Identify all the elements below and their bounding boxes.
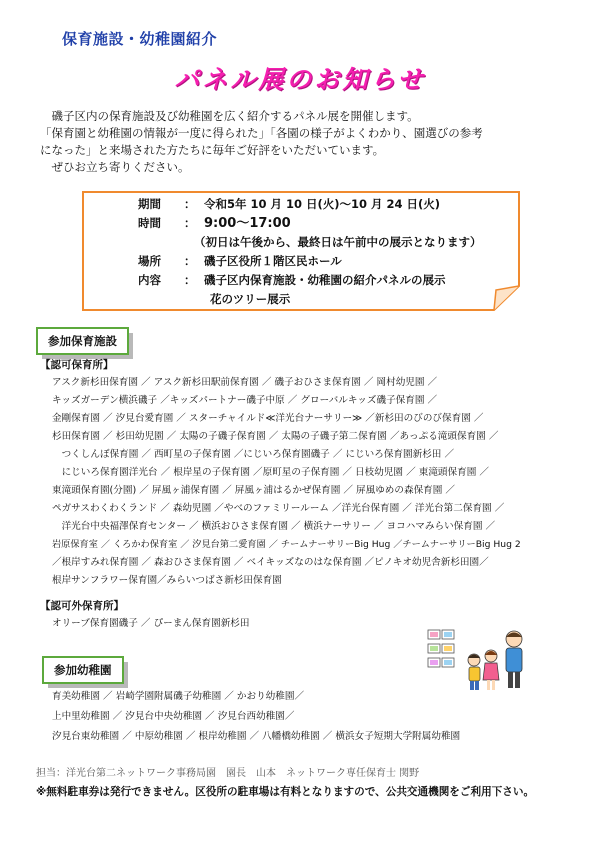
list-item: 育美幼稚園 ／ 岩崎学園附属磯子幼稚園 ／ かおり幼稚園／ (52, 691, 305, 702)
kindergarten-badge: 参加幼稚園 (42, 656, 124, 684)
time-label: 時間 (138, 216, 161, 230)
licensed-heading: 【認可保育所】 (40, 359, 114, 371)
content-row-2 (138, 290, 482, 309)
list-item: 根岸サンフラワー保育園／みらいつばさ新杉田保育園 (52, 575, 282, 586)
list-item: オリーブ保育園磯子 ／ ぴーまん保育園新杉田 (52, 618, 250, 629)
place-row (138, 252, 482, 271)
list-item: にじいろ保育園洋光台 ／ 根岸星の子保育園 ／原町星の子保育園 ／ 日枝幼児園 ／ 東滝頭保育園 ／ (52, 467, 489, 478)
list-item: ペガサスわくわくランド ／ 森幼児園 ／やべのファミリールーム ／洋光台保育園 ／ 洋光台第二保育園 ／ (52, 503, 505, 514)
time-note: （初日は午後から、最終日は午前中の展示となります） (194, 235, 482, 249)
list-item: ／根岸すみれ保育園 ／ 森おひさま保育園 ／ ベイキッズなのはな保育園 ／ピノキオ幼児舎新杉田園／ (52, 557, 489, 568)
illustration-icon (426, 626, 542, 692)
list-item: 東滝頭保育園(分園) ／ 屏風ヶ浦保育園 ／ 屏風ヶ浦はるかぜ保育園 ／ 屏風ゆめの森保育園 ／ (52, 485, 455, 496)
nursery-badge: 参加保育施設 (36, 327, 129, 355)
content-value: 磯子区内保育施設・幼稚園の紹介パネルの展示 (204, 273, 446, 287)
contact-info: 担当：洋光台第二ネットワーク事務局園 園長 山本 ネットワーク専任保育士 関野 (36, 768, 420, 779)
parking-notice: ※無料駐車券は発行できません。区役所の駐車場は有料となりますので、公共交通機関をご利用下さい。 (36, 786, 535, 798)
time-note-row (138, 233, 482, 252)
intro-line: 磯子区内の保育施設及び幼稚園を広く紹介するパネル展を開催します。 (40, 109, 419, 123)
intro-text (40, 108, 483, 176)
intro-line: 「保育園と幼稚園の情報が一度に得られた」「各園の様子がよくわかり、園選びの参考 (40, 126, 483, 140)
list-item: 岩原保育室 ／ くろかわ保育室 ／ 汐見台第二愛育園 ／ チームナーサリーBig Hug ／チームナーサリーBig Hug 2 (52, 539, 521, 550)
page-title: パネル展のお知らせ (174, 65, 426, 94)
kindergarten-list (52, 687, 460, 747)
place-value: 磯子区役所１階区民ホール (204, 254, 342, 268)
period-value: 令和5年 10 月 10 日(火)～10 月 24 日(火) (204, 197, 441, 211)
intro-line: ぜひお立ち寄りください。 (40, 160, 190, 174)
list-item: 金剛保育園 ／ 汐見台愛育園 ／ スターチャイルド≪洋光台ナーサリー≫ ／新杉田のびのび保育園 ／ (52, 413, 484, 424)
content-row (138, 271, 482, 290)
period-row (138, 195, 482, 214)
period-label: 期間 (138, 197, 161, 211)
info-content (138, 195, 482, 309)
unlicensed-list (52, 615, 250, 633)
unlicensed-heading: 【認可外保育所】 (40, 600, 124, 612)
licensed-list (52, 374, 521, 590)
time-row (138, 214, 482, 233)
list-item: 上中里幼稚園 ／ 汐見台中央幼稚園 ／ 汐見台西幼稚園／ (52, 711, 295, 722)
page-subtitle: 保育施設・幼稚園紹介 (62, 30, 218, 48)
children-panel-illustration (426, 626, 542, 692)
event-info-box (82, 191, 520, 310)
colon: ： (184, 273, 196, 287)
colon: ： (184, 197, 196, 211)
list-item: キッズガーデン横浜磯子 ／キッズパートナー磯子中原 ／ グローバルキッズ磯子保育園 ／ (52, 395, 438, 406)
content-value-2: 花のツリー展示 (210, 292, 291, 306)
intro-line: になった」と来場された方たちに毎年ご好評をいただいています。 (40, 143, 385, 157)
list-item: 洋光台中央福澤保育センター ／ 横浜おひさま保育園 ／ 横浜ナーサリー ／ ヨコハマみらい保育園 ／ (52, 521, 496, 532)
colon: ： (184, 254, 196, 268)
list-item: つくしんぼ保育園 ／ 西町星の子保育園 ／にじいろ保育園磯子 ／ にじいろ保育園新杉田 ／ (52, 449, 455, 460)
list-item: 汐見台東幼稚園 ／ 中原幼稚園 ／ 根岸幼稚園 ／ 八幡橋幼稚園 ／ 横浜女子短期大学附属幼稚園 (52, 731, 461, 742)
time-value: 9:00～17:00 (204, 216, 291, 231)
content-label: 内容 (138, 273, 161, 287)
list-item: アスク新杉田保育園 ／ アスク新杉田駅前保育園 ／ 磯子おひさま保育園 ／ 岡村幼児園 ／ (52, 377, 438, 388)
colon: ： (184, 216, 196, 230)
list-item: 杉田保育園 ／ 杉田幼児園 ／ 太陽の子磯子保育園 ／ 太陽の子磯子第二保育園 ／あっぷる滝頭保育園 ／ (52, 431, 499, 442)
place-label: 場所 (138, 254, 161, 268)
